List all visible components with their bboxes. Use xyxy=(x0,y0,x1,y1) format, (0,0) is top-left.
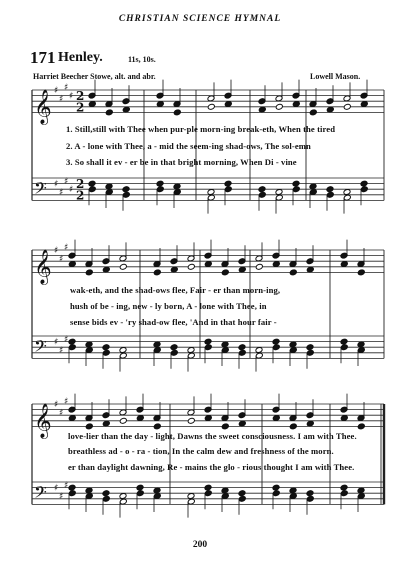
note-head xyxy=(204,338,212,345)
note-head xyxy=(187,493,195,500)
note-head xyxy=(221,269,229,276)
lyric-line: hush of be - ing, new - ly born, A - lone with Thee, in xyxy=(70,301,267,311)
note-head xyxy=(306,344,314,351)
note-head xyxy=(343,189,351,196)
note-head xyxy=(204,415,212,422)
note-head xyxy=(136,484,144,491)
sharp-sign: ♯ xyxy=(64,176,69,187)
note-head xyxy=(289,487,297,494)
note-head xyxy=(224,180,232,187)
sharp-sign: ♯ xyxy=(64,397,69,408)
note-head xyxy=(340,415,348,422)
sharp-sign: ♯ xyxy=(69,91,74,102)
lyric-line: 1. Still,still with Thee when pur-ple morn-ing break-eth, When the tired xyxy=(66,124,336,134)
page-number: 200 xyxy=(192,540,208,550)
note-head xyxy=(156,186,164,193)
note-head xyxy=(153,423,161,430)
note-head xyxy=(238,344,246,351)
lyric-line: sense bids ev - 'ry shad-ow flee, 'And in that hour fair - xyxy=(70,317,277,327)
note-head xyxy=(85,341,93,348)
note-head xyxy=(85,493,93,500)
note-head xyxy=(207,194,215,201)
bass-clef: 𝄢 xyxy=(34,335,47,360)
note-head xyxy=(122,106,130,113)
note-head xyxy=(136,415,144,422)
note-head xyxy=(153,487,161,494)
note-head xyxy=(289,347,297,354)
sharp-sign: ♯ xyxy=(59,492,64,502)
lyric-line: 3. So shall it ev - er be in that bright morning, When Di - vine xyxy=(66,157,297,167)
note-head xyxy=(173,183,181,190)
note-head xyxy=(187,498,195,505)
note-head xyxy=(85,423,93,430)
note-head xyxy=(102,349,110,356)
note-head xyxy=(119,263,127,270)
note-head xyxy=(204,261,212,268)
note-head xyxy=(119,417,127,424)
note-head xyxy=(357,269,365,276)
note-head xyxy=(272,490,280,497)
note-head xyxy=(357,493,365,500)
note-head xyxy=(204,484,212,491)
lyric-line: breathless ad - o - ra - tion, In the calm dew and freshness of the morn. xyxy=(68,446,334,456)
note-head xyxy=(102,495,110,502)
treble-clef: 𝄞 xyxy=(34,249,52,285)
note-head xyxy=(272,261,280,268)
sharp-sign: ♯ xyxy=(54,483,59,494)
note-head xyxy=(326,186,334,193)
note-head xyxy=(292,101,300,108)
note-head xyxy=(204,490,212,497)
note-head xyxy=(119,498,127,505)
note-head xyxy=(170,266,178,273)
note-head xyxy=(187,352,195,359)
note-head xyxy=(289,341,297,348)
note-head xyxy=(255,263,263,270)
note-head xyxy=(238,490,246,497)
note-head xyxy=(68,261,76,268)
note-head xyxy=(306,420,314,427)
sharp-sign: ♯ xyxy=(54,337,59,348)
note-head xyxy=(68,484,76,491)
note-head xyxy=(207,103,215,110)
note-head xyxy=(68,338,76,345)
note-head xyxy=(360,180,368,187)
lyric-line: wak-eth, and the shad-ows flee, Fair - er than morn-ing, xyxy=(70,285,281,295)
note-head xyxy=(187,417,195,424)
note-head xyxy=(85,347,93,354)
sharp-sign: ♯ xyxy=(54,86,59,96)
note-head xyxy=(258,186,266,193)
note-head xyxy=(221,423,229,430)
note-head xyxy=(153,493,161,500)
note-head xyxy=(275,194,283,201)
note-head xyxy=(292,186,300,193)
note-head xyxy=(238,495,246,502)
treble-clef: 𝄞 xyxy=(34,403,52,439)
note-head xyxy=(170,349,178,356)
note-head xyxy=(156,180,164,187)
note-head xyxy=(357,423,365,430)
note-head xyxy=(88,186,96,193)
time-signature: 2 xyxy=(76,100,85,115)
note-head xyxy=(102,490,110,497)
note-head xyxy=(119,347,127,354)
note-head xyxy=(292,180,300,187)
sharp-sign: ♯ xyxy=(59,346,64,356)
note-head xyxy=(170,344,178,351)
note-head xyxy=(255,347,263,354)
lyric-line: er than daylight dawning, Re - mains the glo - rious thought I am with Thee. xyxy=(68,462,355,472)
sharp-sign: ♯ xyxy=(64,480,69,491)
text-author: Harriet Beecher Stowe, alt. and abr. xyxy=(33,72,156,81)
tune-name: Henley. xyxy=(58,50,103,65)
note-head xyxy=(275,103,283,110)
note-head xyxy=(238,266,246,273)
note-head xyxy=(340,338,348,345)
sharp-sign: ♯ xyxy=(59,254,64,265)
note-head xyxy=(88,180,96,187)
lyric-line: love-lier than the day - light, Dawns the sweet consciousness. I am with Thee. xyxy=(68,431,357,441)
sharp-sign: ♯ xyxy=(64,83,69,94)
note-head xyxy=(255,352,263,359)
note-head xyxy=(221,347,229,354)
sharp-sign: ♯ xyxy=(59,188,64,198)
note-head xyxy=(136,490,144,497)
lyric-line: 2. A - lone with Thee, a - mid the seem-ing shad-ows, The sol-emn xyxy=(66,141,311,151)
note-head xyxy=(119,493,127,500)
note-head xyxy=(326,106,334,113)
note-head xyxy=(204,344,212,351)
note-head xyxy=(105,189,113,196)
note-head xyxy=(102,420,110,427)
note-head xyxy=(343,103,351,110)
note-head xyxy=(309,109,317,116)
note-head xyxy=(340,261,348,268)
time-signature: 2 xyxy=(76,177,85,192)
meter: 11s, 10s. xyxy=(128,55,156,64)
note-head xyxy=(102,266,110,273)
note-head xyxy=(360,101,368,108)
note-head xyxy=(88,101,96,108)
sharp-sign: ♯ xyxy=(64,334,69,345)
note-head xyxy=(221,493,229,500)
note-head xyxy=(119,352,127,359)
sharp-sign: ♯ xyxy=(59,94,64,105)
running-header: CHRISTIAN SCIENCE HYMNAL xyxy=(118,14,282,24)
note-head xyxy=(306,495,314,502)
note-head xyxy=(122,191,130,198)
note-head xyxy=(306,349,314,356)
note-head xyxy=(187,263,195,270)
composer: Lowell Mason. xyxy=(310,72,361,81)
note-head xyxy=(326,191,334,198)
note-head xyxy=(272,484,280,491)
note-head xyxy=(357,487,365,494)
sharp-sign: ♯ xyxy=(69,185,74,196)
note-head xyxy=(289,493,297,500)
note-head xyxy=(289,423,297,430)
sharp-sign: ♯ xyxy=(54,246,59,256)
note-head xyxy=(258,106,266,113)
note-head xyxy=(272,338,280,345)
note-head xyxy=(221,341,229,348)
note-head xyxy=(309,183,317,190)
hymn-number: 171 xyxy=(30,48,56,67)
note-head xyxy=(105,109,113,116)
note-head xyxy=(105,183,113,190)
note-head xyxy=(85,269,93,276)
note-head xyxy=(357,341,365,348)
note-head xyxy=(272,344,280,351)
note-head xyxy=(173,189,181,196)
bass-clef: 𝄢 xyxy=(34,481,47,506)
note-head xyxy=(207,189,215,196)
sharp-sign: ♯ xyxy=(54,400,59,410)
note-head xyxy=(360,186,368,193)
note-head xyxy=(85,487,93,494)
note-head xyxy=(122,186,130,193)
note-head xyxy=(306,266,314,273)
note-head xyxy=(238,420,246,427)
note-head xyxy=(238,349,246,356)
note-head xyxy=(357,347,365,354)
note-head xyxy=(340,490,348,497)
note-head xyxy=(224,101,232,108)
time-signature: 2 xyxy=(76,188,85,203)
note-head xyxy=(187,347,195,354)
note-head xyxy=(272,415,280,422)
note-head xyxy=(343,194,351,201)
note-head xyxy=(340,484,348,491)
note-head xyxy=(221,487,229,494)
note-head xyxy=(173,109,181,116)
sharp-sign: ♯ xyxy=(54,179,59,190)
sharp-sign: ♯ xyxy=(59,408,64,419)
sharp-sign: ♯ xyxy=(64,243,69,254)
note-head xyxy=(275,189,283,196)
note-head xyxy=(153,341,161,348)
note-head xyxy=(309,189,317,196)
note-head xyxy=(153,269,161,276)
note-head xyxy=(340,344,348,351)
note-head xyxy=(306,490,314,497)
note-head xyxy=(156,101,164,108)
treble-clef: 𝄞 xyxy=(34,89,52,125)
note-head xyxy=(289,269,297,276)
note-head xyxy=(102,344,110,351)
bass-clef: 𝄢 xyxy=(34,177,47,202)
time-signature: 2 xyxy=(76,89,85,104)
note-head xyxy=(224,186,232,193)
note-head xyxy=(153,347,161,354)
note-head xyxy=(258,191,266,198)
note-head xyxy=(68,415,76,422)
